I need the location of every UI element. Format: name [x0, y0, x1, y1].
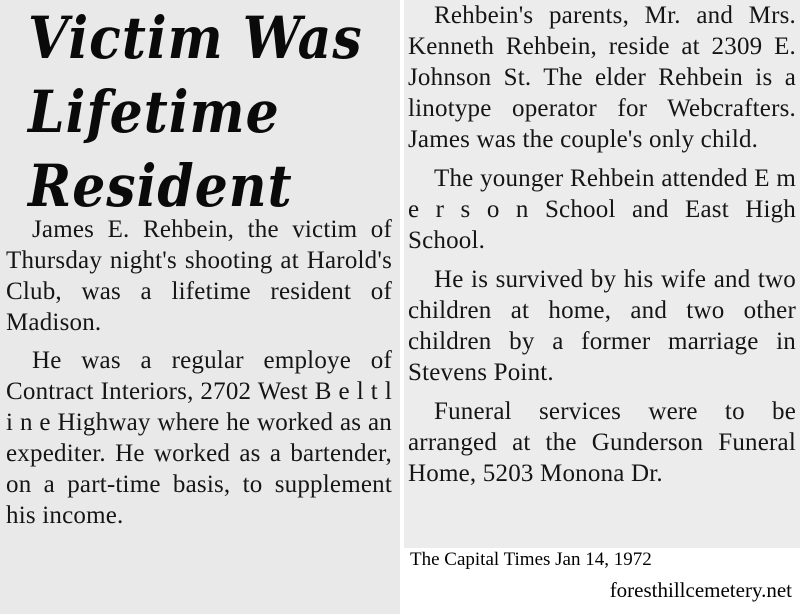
- website-credit: foresthillcemetery.net: [609, 578, 792, 602]
- article-paragraph: He is survived by his wife and two children at home, and two other children by a former marriage in Stevens Point.: [408, 266, 796, 386]
- article-paragraph: The younger Rehbein attended E m e r s o n School and East High School.: [408, 165, 796, 254]
- headline-line-3: Resident: [28, 152, 293, 221]
- right-column: [404, 0, 800, 548]
- source-caption: [408, 548, 796, 602]
- article-paragraph: Funeral services were to be arranged at the Gunderson Funeral Home, 5203 Monona Dr.: [408, 398, 796, 487]
- article-paragraph: Rehbein's parents, Mr. and Mrs. Kenneth Rehbein, reside at 2309 E. Johnson St. The elder Rehbein is a linotype operator for Webcrafters. James was the couple's only child.: [408, 2, 796, 153]
- article-paragraph: He was a regular employe of Contract Interiors, 2702 West B e l t l i n e Highway where he worked as an expediter. He worked as a bartender, on a part-time basis, to supplement his income.: [6, 347, 392, 529]
- headline-line-1: Victim Was: [28, 4, 363, 73]
- headline-line-2: Lifetime: [28, 78, 280, 147]
- article-paragraph: James E. Rehbein, the victim of Thursday night's shooting at Harold's Club, was a lifetime resident of Madison.: [6, 216, 392, 336]
- citation: The Capital Times Jan 14, 1972: [410, 549, 652, 570]
- headline: [28, 2, 392, 224]
